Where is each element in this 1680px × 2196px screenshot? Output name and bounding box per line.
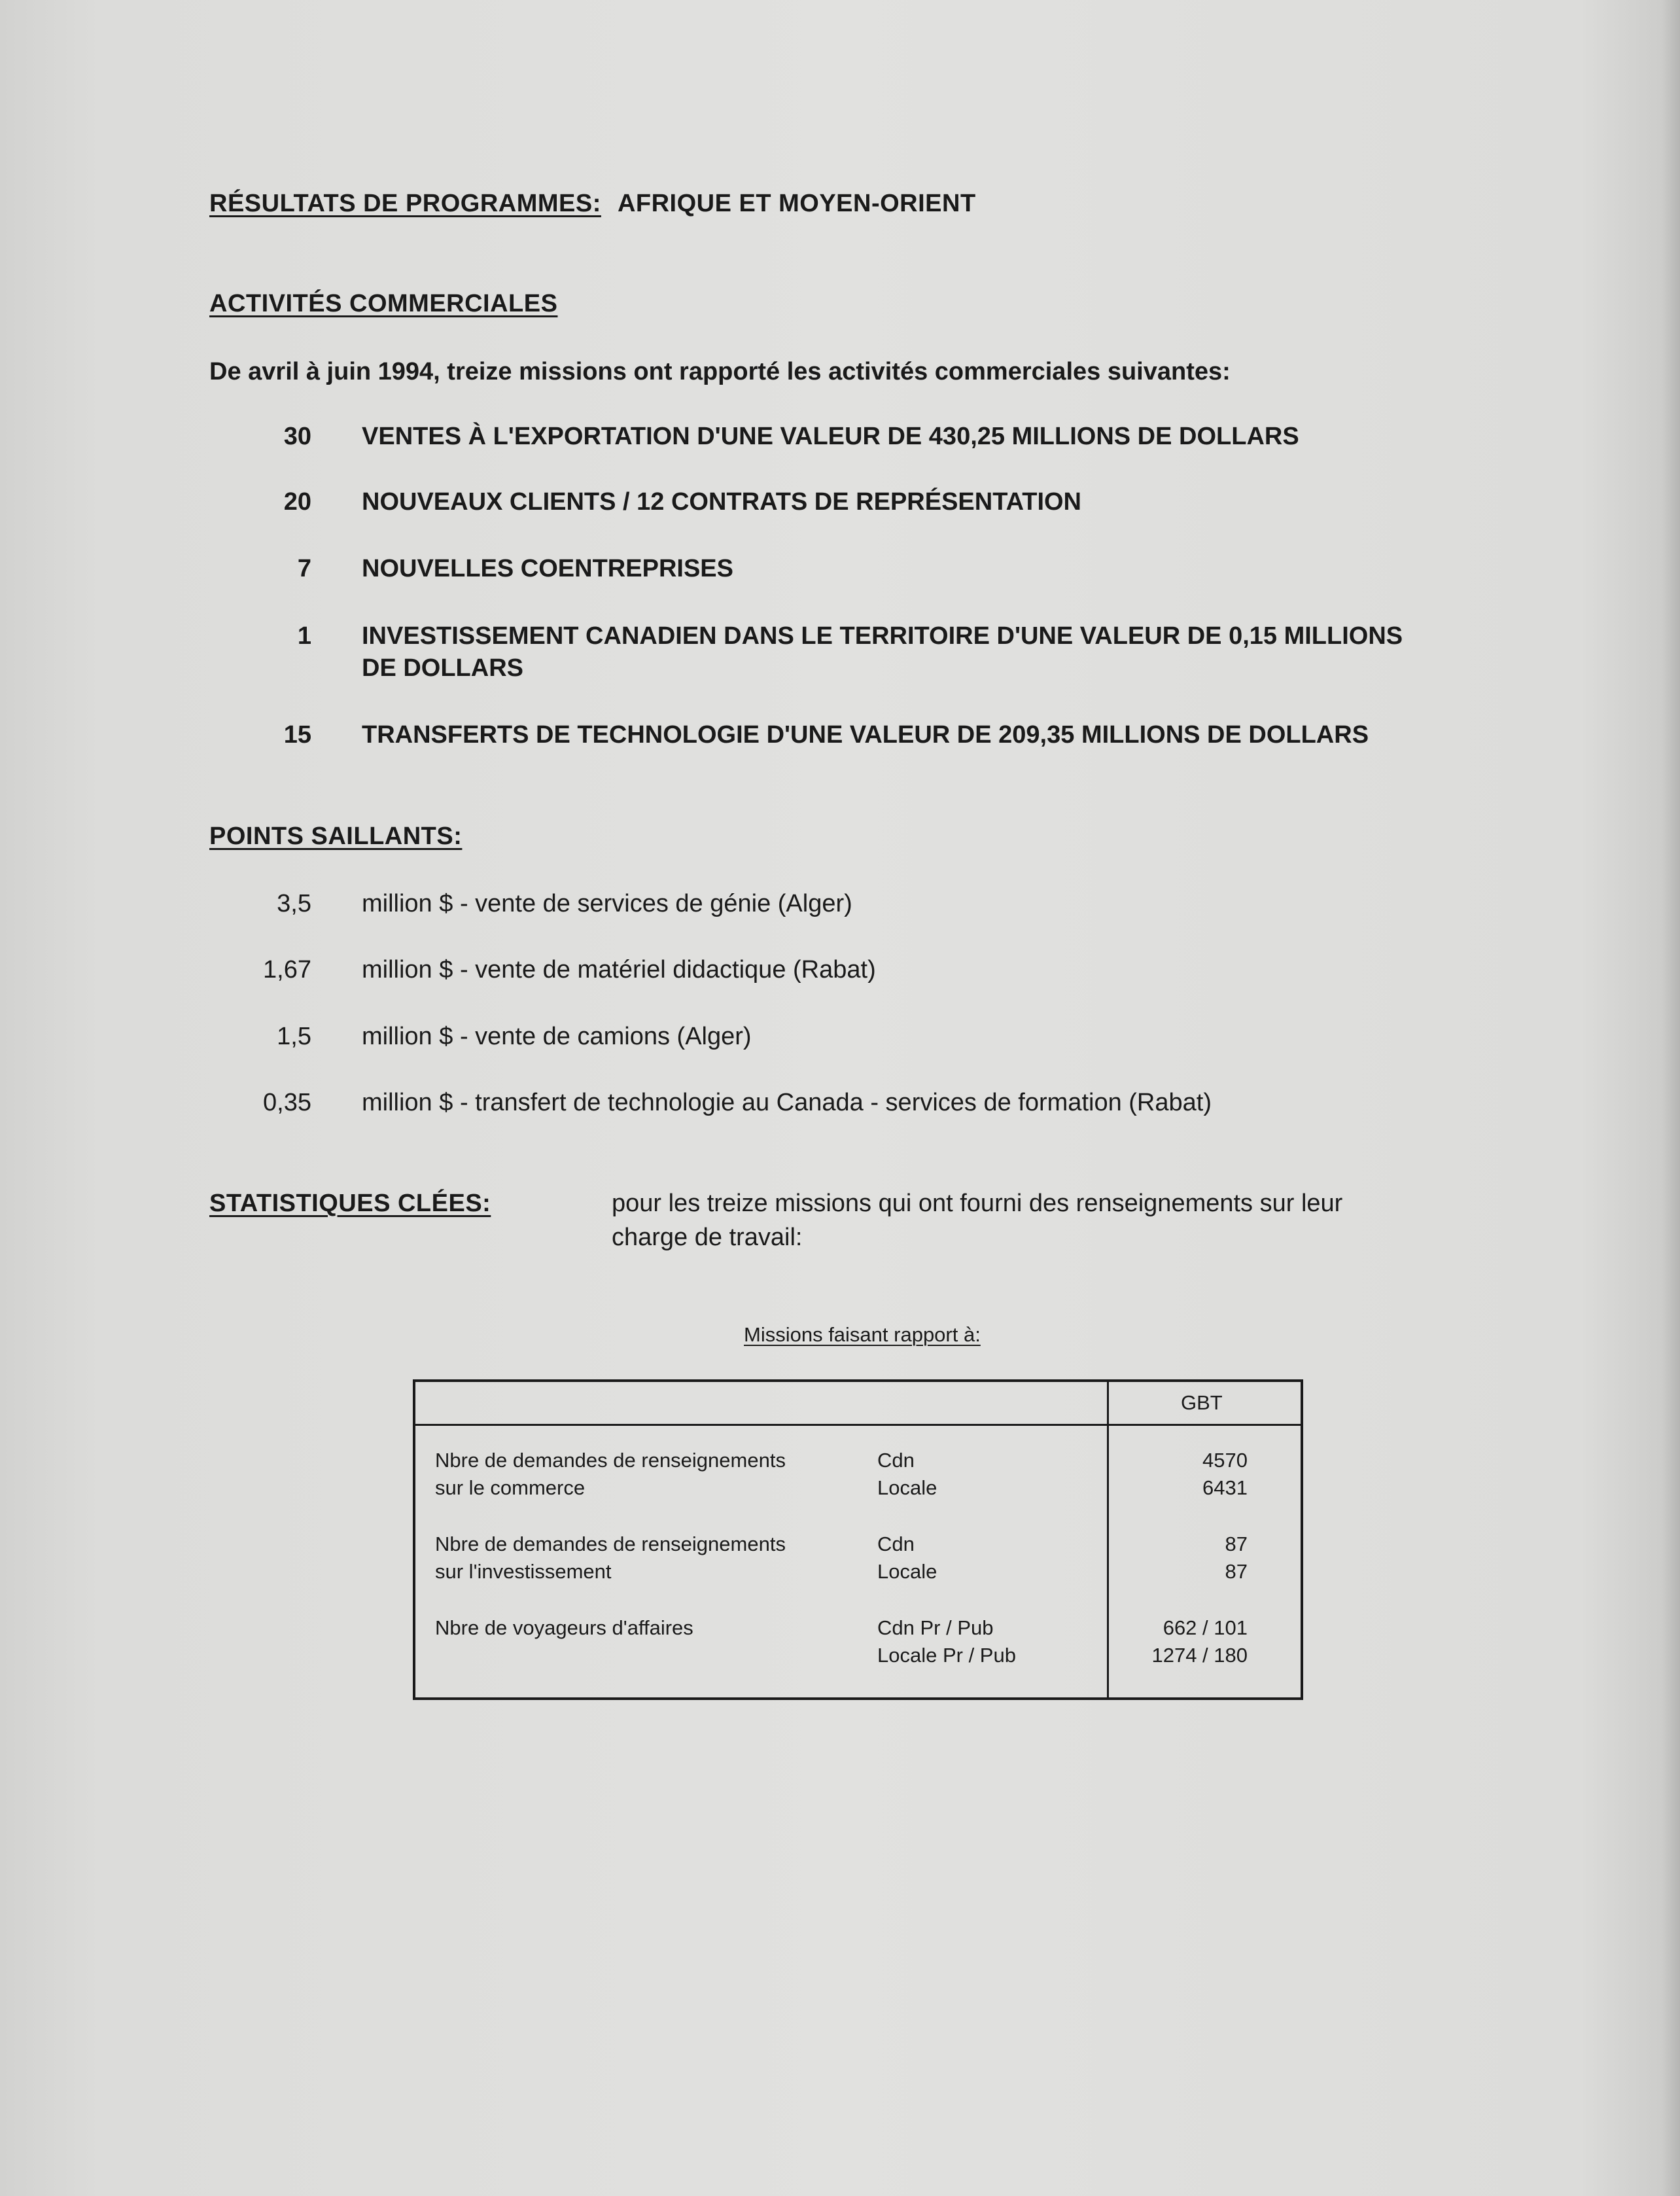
table-cell-value: 87 bbox=[1225, 1532, 1248, 1555]
commercial-item-value: 1 bbox=[297, 622, 311, 650]
table-row-sub-label: Cdn bbox=[877, 1449, 915, 1472]
table-row-label: Nbre de demandes de renseignements bbox=[435, 1532, 786, 1555]
commercial-item-value: 15 bbox=[283, 721, 311, 749]
table-column-header: GBT bbox=[1181, 1391, 1223, 1414]
commercial-intro: De avril à juin 1994, treize missions ont rapporté les activités commerciales suivantes: bbox=[209, 358, 1231, 385]
table-caption: Missions faisant rapport à: bbox=[744, 1323, 981, 1346]
commercial-item-text: NOUVELLES COENTREPRISES bbox=[362, 555, 733, 582]
table-row-sub-label: Cdn bbox=[877, 1532, 915, 1555]
highlight-value: 3,5 bbox=[277, 890, 311, 917]
highlight-value: 1,5 bbox=[277, 1023, 311, 1050]
commercial-heading: ACTIVITÉS COMMERCIALES bbox=[209, 290, 558, 317]
commercial-item-text: INVESTISSEMENT CANADIEN DANS LE TERRITOIRE D'UNE VALEUR DE 0,15 MILLIONS bbox=[362, 622, 1403, 650]
table-row-label-continued: sur l'investissement bbox=[435, 1560, 612, 1583]
page-edge-shadow bbox=[1662, 0, 1680, 2196]
table-cell-value: 4570 bbox=[1202, 1449, 1248, 1472]
highlight-value: 1,67 bbox=[263, 956, 311, 983]
highlight-text: million $ - vente de services de génie (Alger) bbox=[362, 890, 852, 917]
table-row-sub-label: Locale Pr / Pub bbox=[877, 1644, 1016, 1667]
commercial-item-text-continued: DE DOLLARS bbox=[362, 654, 523, 682]
highlight-text: million $ - vente de camions (Alger) bbox=[362, 1023, 752, 1050]
commercial-item-value: 7 bbox=[297, 555, 311, 582]
table-cell-value: 662 / 101 bbox=[1163, 1616, 1248, 1639]
title-region: AFRIQUE ET MOYEN-ORIENT bbox=[617, 190, 976, 217]
page-title bbox=[209, 190, 976, 218]
highlight-text: million $ - transfert de technologie au Canada - services de formation (Rabat) bbox=[362, 1089, 1212, 1116]
commercial-item-value: 20 bbox=[283, 488, 311, 516]
highlight-text: million $ - vente de matériel didactique (Rabat) bbox=[362, 956, 876, 983]
table-cell-value: 87 bbox=[1225, 1560, 1248, 1583]
table-row-label: Nbre de voyageurs d'affaires bbox=[435, 1616, 693, 1639]
statistics-table bbox=[413, 1379, 1303, 1700]
table-row-label: Nbre de demandes de renseignements bbox=[435, 1449, 786, 1472]
commercial-item-text: VENTES À L'EXPORTATION D'UNE VALEUR DE 430,25 MILLIONS DE DOLLARS bbox=[362, 423, 1299, 450]
commercial-item-text: TRANSFERTS DE TECHNOLOGIE D'UNE VALEUR DE 209,35 MILLIONS DE DOLLARS bbox=[362, 721, 1369, 749]
commercial-item-value: 30 bbox=[283, 423, 311, 450]
highlights-heading: POINTS SAILLANTS: bbox=[209, 823, 463, 850]
stats-heading: STATISTIQUES CLÉES: bbox=[209, 1190, 491, 1217]
table-row-sub-label: Cdn Pr / Pub bbox=[877, 1616, 994, 1639]
table-header-divider bbox=[415, 1424, 1301, 1426]
stats-description-continued: charge de travail: bbox=[612, 1224, 803, 1251]
table-row-sub-label: Locale bbox=[877, 1560, 937, 1583]
table-cell-value: 1274 / 180 bbox=[1151, 1644, 1248, 1667]
highlight-value: 0,35 bbox=[263, 1089, 311, 1116]
table-row-sub-label: Locale bbox=[877, 1476, 937, 1499]
title-prefix: RÉSULTATS DE PROGRAMMES: bbox=[209, 190, 601, 217]
commercial-item-text: NOUVEAUX CLIENTS / 12 CONTRATS DE REPRÉSENTATION bbox=[362, 488, 1081, 516]
table-cell-value: 6431 bbox=[1202, 1476, 1248, 1499]
stats-description: pour les treize missions qui ont fourni des renseignements sur leur bbox=[612, 1190, 1343, 1217]
table-row-label-continued: sur le commerce bbox=[435, 1476, 586, 1499]
